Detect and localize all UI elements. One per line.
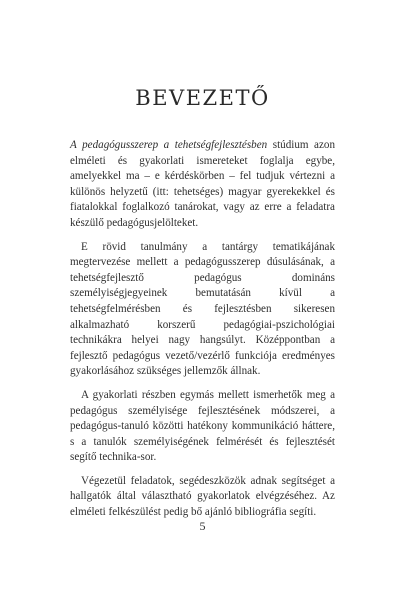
paragraph-3: A gyakorlati részben egymás mellett ismerhetők meg a pedagógus személyisége fejlesztésének módszerei, a pedagógus-tanuló közötti hatékony kommunikáció háttere, s a tanulók személyiségének felmérését és fejlesztését segítő technika-sor. [70,388,335,464]
page-number: 5 [199,519,206,533]
chapter-title: BEVEZETŐ [135,86,270,110]
body-text [70,138,335,521]
paragraph-1-italic-lead: A pedagógusszerep a tehetségfejlesztésben [70,139,268,151]
paragraph-2: E rövid tanulmány a tantárgy tematikájának megtervezése mellett a pedagógusszerep dúsulásának, a tehetségfejlesztő pedagógus domináns személyiségjegyeinek bemutatásán kívül a tehetségfelmérésben és fejlesztésben sikeresen alkalmazható korszerű pedagógiai-pszichológiai technikákra helyei nagy hangsúlyt. Középpontban a fejlesztő pedagógus vezető/vezérlő funkciója eredményes gyakorlásához szükséges jellemzők állnak. [70,240,335,378]
paragraph-4: Végezetül feladatok, segédeszközök adnak segítséget a hallgatók által választható gyakorlatok elvégzéséhez. Az elméleti felkészülést pedig bő ajánló bibliográfia segíti. [70,474,335,519]
paragraph-1-text: stúdium azon elméleti és gyakorlati ismereteket foglalja egybe, amelyekkel ma – e kérdéskörben – fel tudjuk vértezni a különös helyzetű (itt: tehetséges) magyar gyerekekkel és fiatalokkal foglalkozó tanárokat, vagy az erre a feladatra készülő pedagógusjelölteket. [70,139,335,229]
paragraph-1 [70,138,335,232]
